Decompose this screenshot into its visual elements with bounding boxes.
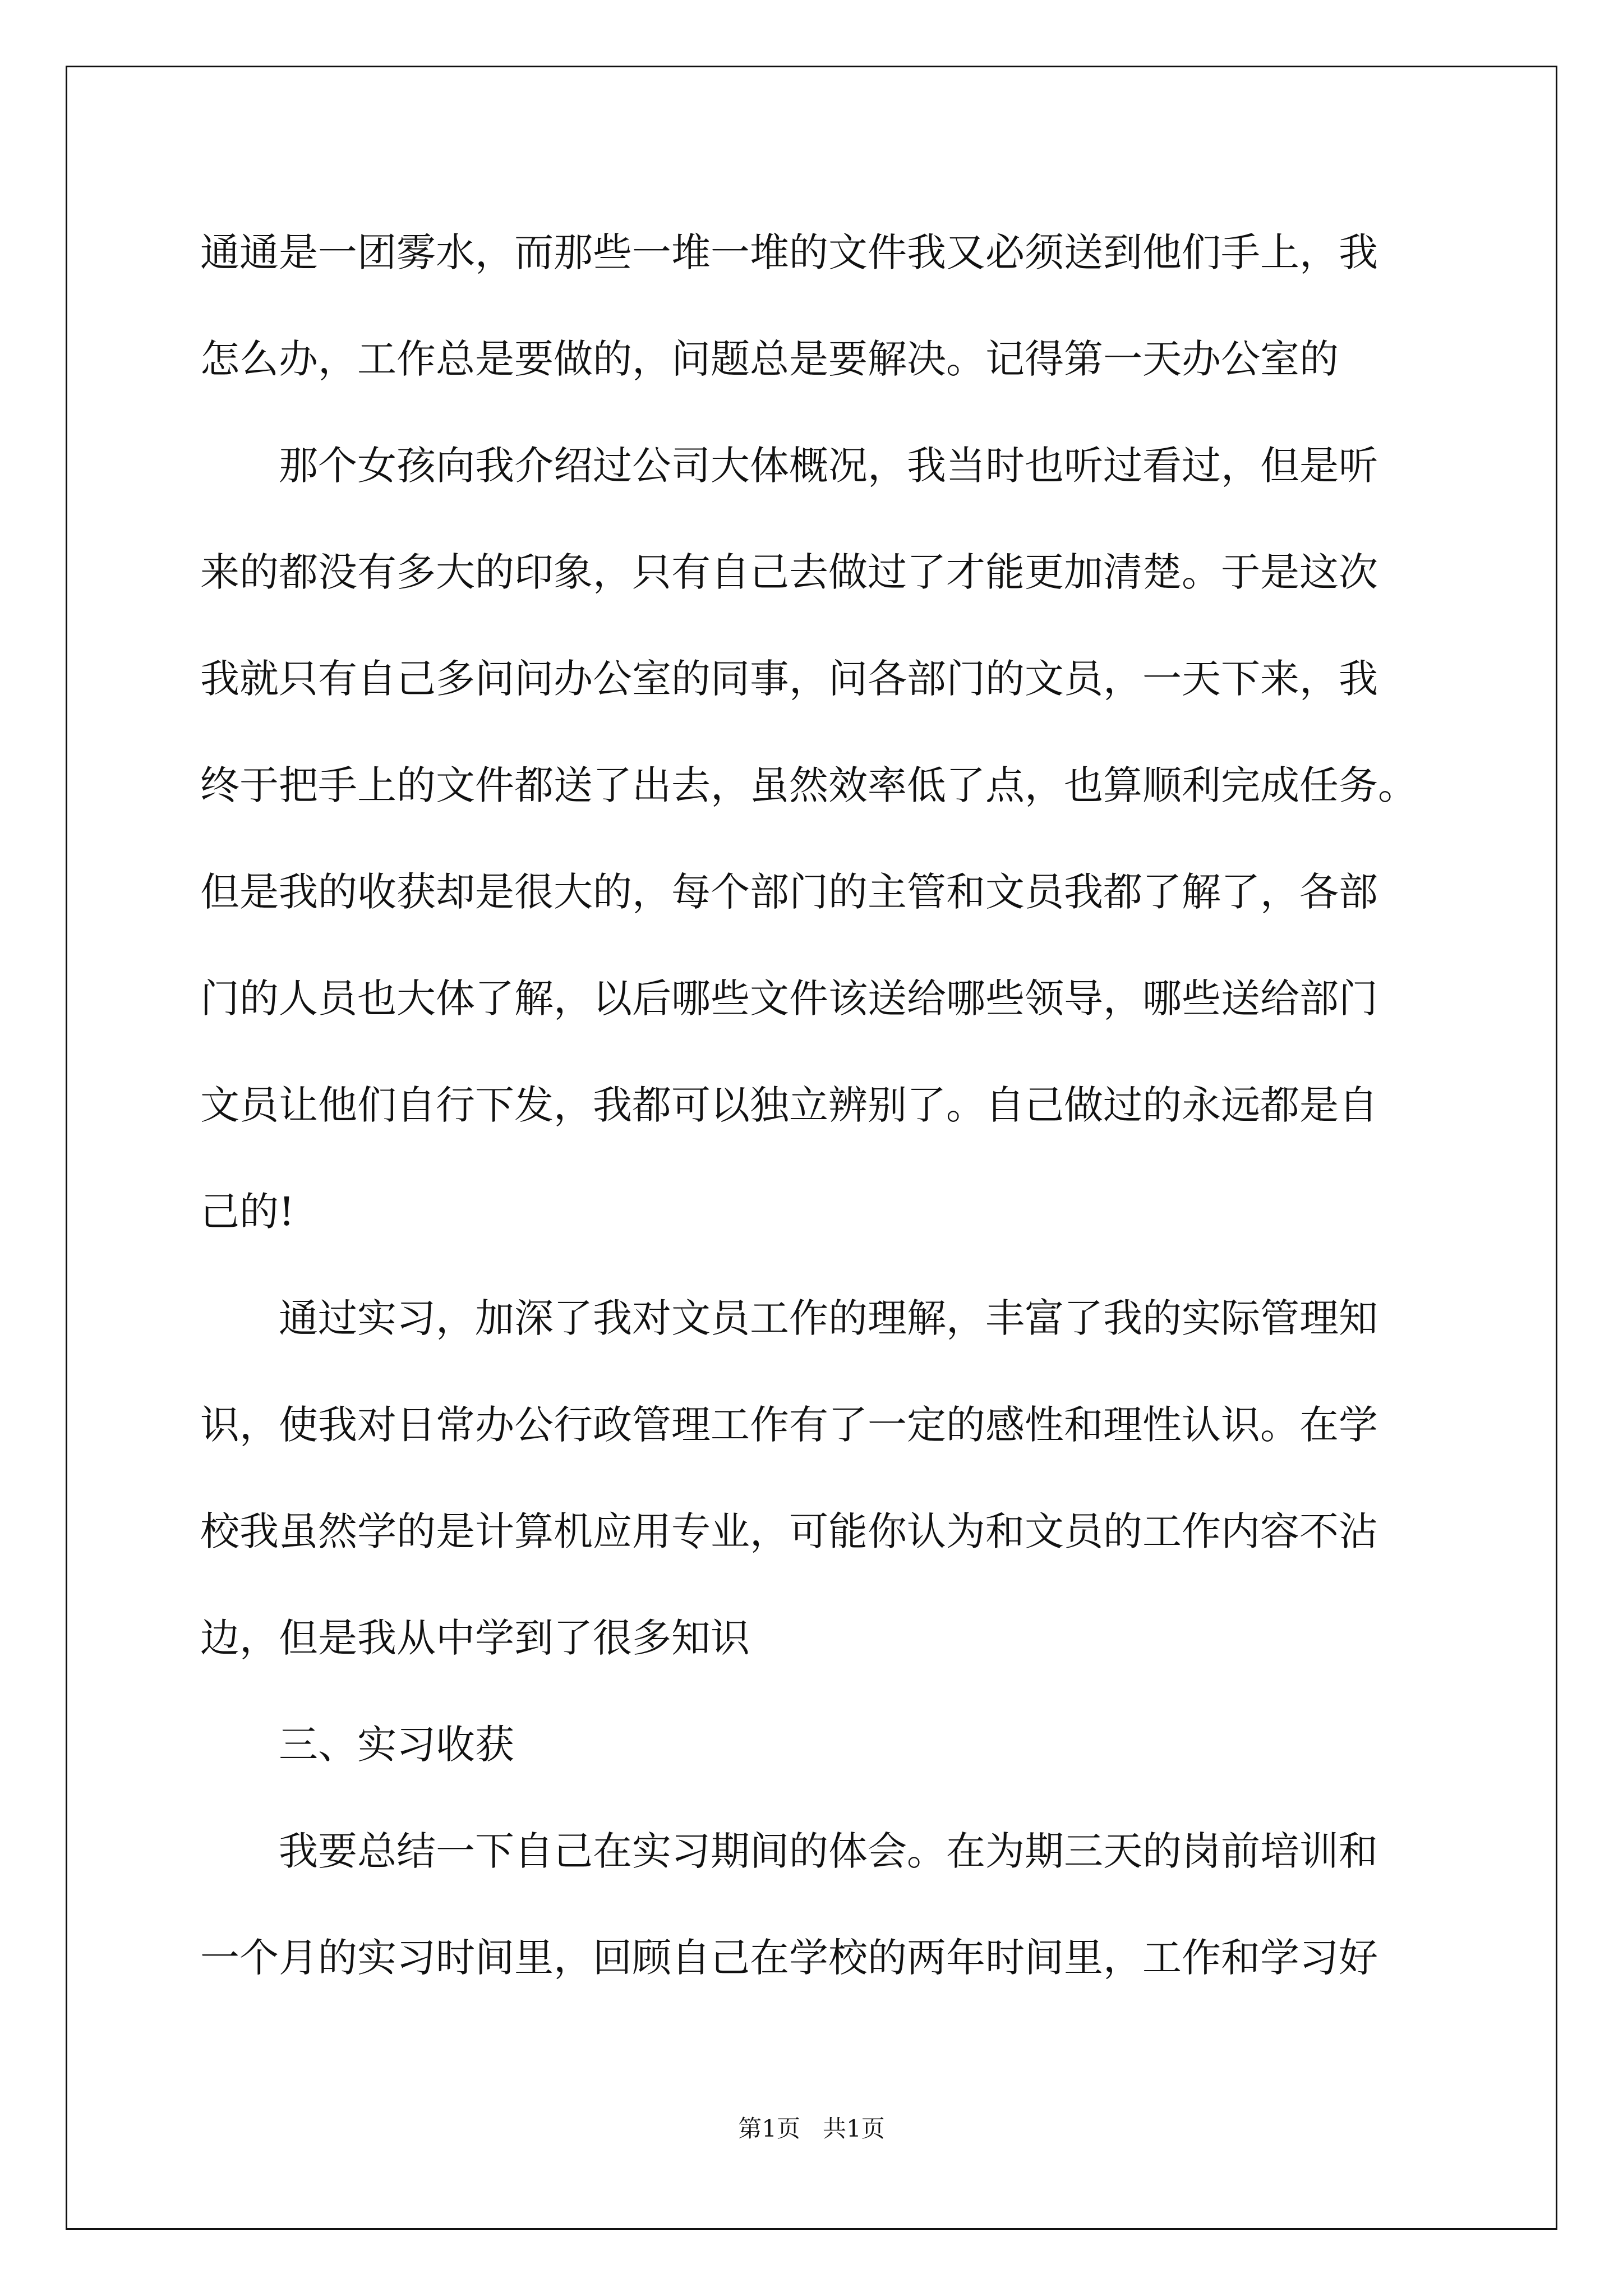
text-line: 门的人员也大体了解，以后哪些文件该送给哪些领导，哪些送给部门 (200, 976, 1378, 1022)
text-line: 那个女孩向我介绍过公司大体概况，我当时也听过看过，但是听 (200, 443, 1378, 489)
text-line: 文员让他们自行下发，我都可以独立辨别了。自己做过的永远都是自 (200, 1082, 1378, 1128)
text-line: 边，但是我从中学到了很多知识 (200, 1615, 750, 1661)
text-line: 来的都没有多大的印象，只有自己去做过了才能更加清楚。于是这次 (200, 549, 1378, 595)
page-number-footer: 第1页 共1页 (738, 2115, 885, 2142)
text-line: 怎么办，工作总是要做的，问题总是要解决。记得第一天办公室的 (200, 336, 1339, 382)
text-line: 我要总结一下自己在实习期间的体会。在为期三天的岗前培训和 (200, 1828, 1378, 1874)
text-line: 校我虽然学的是计算机应用专业，可能你认为和文员的工作内容不沾 (200, 1508, 1378, 1554)
section-heading: 三、实习收获 (200, 1722, 514, 1768)
text-line: 通过实习，加深了我对文员工作的理解，丰富了我的实际管理知 (200, 1295, 1378, 1341)
text-line: 终于把手上的文件都送了出去，虽然效率低了点，也算顺利完成任务。 (200, 762, 1417, 808)
text-line: 一个月的实习时间里，回顾自己在学校的两年时间里，工作和学习好 (200, 1935, 1378, 1981)
page-border (66, 66, 1557, 2230)
text-line: 己的! (200, 1189, 295, 1235)
text-line: 我就只有自己多问问办公室的同事，问各部门的文员，一天下来，我 (200, 656, 1378, 702)
text-line: 但是我的收获却是很大的，每个部门的主管和文员我都了解了，各部 (200, 869, 1378, 915)
text-line: 通通是一团雾水，而那些一堆一堆的文件我又必须送到他们手上，我 (200, 229, 1378, 275)
text-line: 识，使我对日常办公行政管理工作有了一定的感性和理性认识。在学 (200, 1402, 1378, 1448)
